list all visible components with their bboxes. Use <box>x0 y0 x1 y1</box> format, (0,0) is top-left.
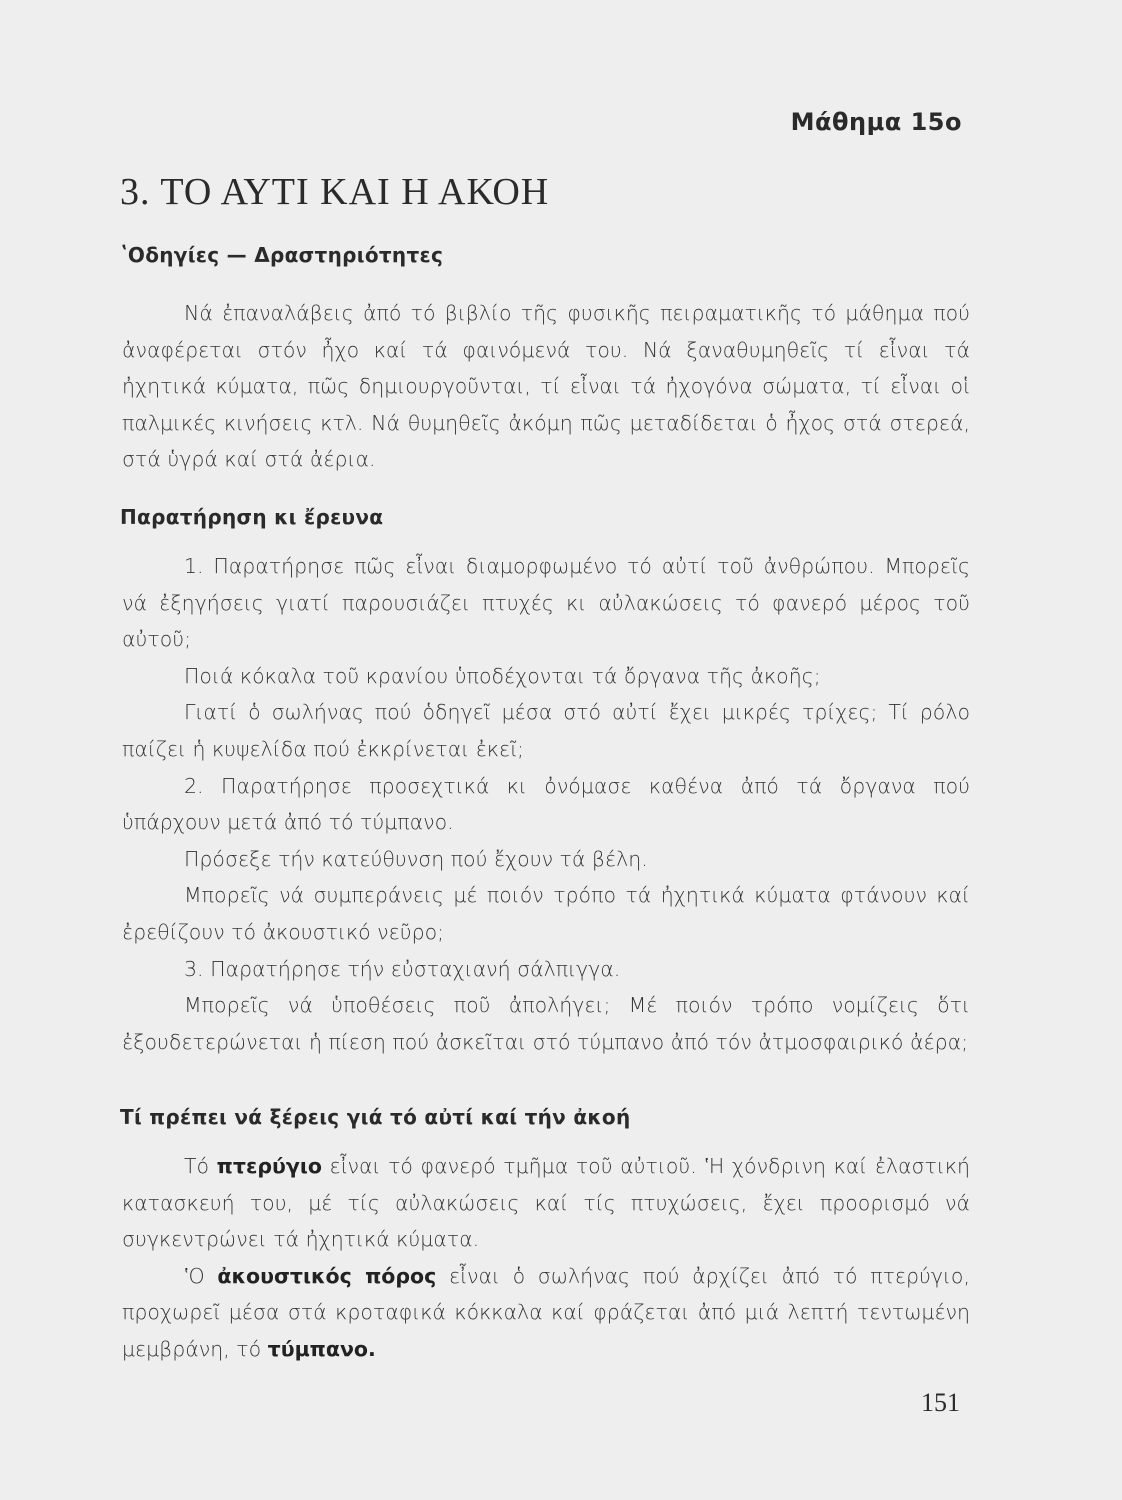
observation-paragraph: Πρόσεξε τήν κατεύθυνση πού ἔχουν τά βέλη. <box>184 846 648 871</box>
guidance-heading: ʽΟδηγίες — Δραστηριότητες <box>120 243 444 267</box>
observation-heading: Παρατήρηση κι ἔρευνα <box>120 505 384 529</box>
guidance-section <box>122 295 970 478</box>
page-number: 151 <box>921 1388 960 1417</box>
knowledge-section <box>122 1148 970 1368</box>
observation-paragraph: Μπορεῖς νά συμπεράνεις μέ ποιόν τρόπο τά ἠχητικά κύματα φτάνουν καί ἐρεθίζουν τό ἀκουστικό νεῦρο; <box>122 883 970 944</box>
chapter-title: 3. ΤΟ ΑΥΤΙ ΚΑΙ Η ΑΚΟΗ <box>120 171 550 213</box>
knowledge-heading: Τί πρέπει νά ξέρεις γιά τό αὐτί καί τήν ἀκοή <box>120 1105 631 1129</box>
guidance-paragraph: Νά ἐπαναλάβεις ἀπό τό βιβλίο τῆς φυσικῆς πειραματικῆς τό μάθημα πού ἀναφέρεται στόν ἦχο καί τά φαινόμενά του. Νά ξαναθυμηθεῖς τί εἶναι τά ἠχητικά κύματα, πῶς δημιουργοῦνται, τί εἶναι τά ἠχογόνα σώματα, τί εἶναι οἱ παλμικές κινήσεις κτλ. Νά θυμηθεῖς ἀκόμη πῶς μεταδίδεται ὁ ἦχος στά στερεά, στά ὑγρά καί στά ἀέρια. <box>122 301 970 472</box>
term-tympano: τύμπανο. <box>267 1336 376 1361</box>
observation-paragraph: Ποιά κόκαλα τοῦ κρανίου ὑποδέχονται τά ὄργανα τῆς ἀκοῆς; <box>184 663 821 688</box>
lesson-label: Μάθημα 15ο <box>790 108 962 136</box>
observation-section <box>122 548 970 1060</box>
text-run: εἶναι ὁ σωλήνας πού ἀρχίζει ἀπό τό πτερύγιο, προχωρεῖ μέσα στά κροταφικά κόκκαλα καί φράζεται ἀπό μιά λεπτή τεντωμένη μεμβράνη, τό <box>122 1263 970 1361</box>
observation-paragraph: 3. Παρατήρησε τήν εὐσταχιανή σάλπιγγα. <box>184 956 621 981</box>
knowledge-paragraph <box>122 1148 970 1258</box>
text-run: Τό <box>184 1154 217 1178</box>
observation-paragraph: Γιατί ὁ σωλήνας πού ὁδηγεῖ μέσα στό αὐτί ἔχει μικρές τρίχες; Τί ρόλο παίζει ἡ κυψελίδα πού ἐκκρίνεται ἐκεῖ; <box>122 700 970 761</box>
observation-paragraph: Μπορεῖς νά ὑποθέσεις ποῦ ἀπολήγει; Μέ ποιόν τρόπο νομίζεις ὅτι ἐξουδετερώνεται ἡ πίεση πού ἀσκεῖται στό τύμπανο ἀπό τόν ἀτμοσφαιρικό ἀέρα; <box>122 993 970 1054</box>
text-run: ʽΟ <box>184 1263 218 1288</box>
term-akoustikos-poros: ἀκουστικός πόρος <box>217 1263 437 1288</box>
knowledge-paragraph <box>122 1258 970 1368</box>
term-ptorygio: πτερύγιο <box>216 1154 322 1178</box>
text-run: εἶναι τό φανερό τμῆμα τοῦ αὐτιοῦ. ʽΗ χόνδρινη καί ἐλαστική κατασκευή του, μέ τίς αὐλακώσεις καί τίς πτυχώσεις, ἔχει προορισμό νά συγκεντρώνει τά ἠχητικά κύματα. <box>122 1154 970 1252</box>
observation-paragraph: 1. Παρατήρησε πῶς εἶναι διαμορφωμένο τό αὐτί τοῦ ἀνθρώπου. Μπορεῖς νά ἐξηγήσεις γιατί παρουσιάζει πτυχές κι αὐλακώσεις τό φανερό μέρος τοῦ αὐτοῦ; <box>122 554 970 652</box>
observation-paragraph: 2. Παρατήρησε προσεχτικά κι ὀνόμασε καθένα ἀπό τά ὄργανα πού ὑπάρχουν μετά ἀπό τό τύμπανο. <box>122 773 970 835</box>
